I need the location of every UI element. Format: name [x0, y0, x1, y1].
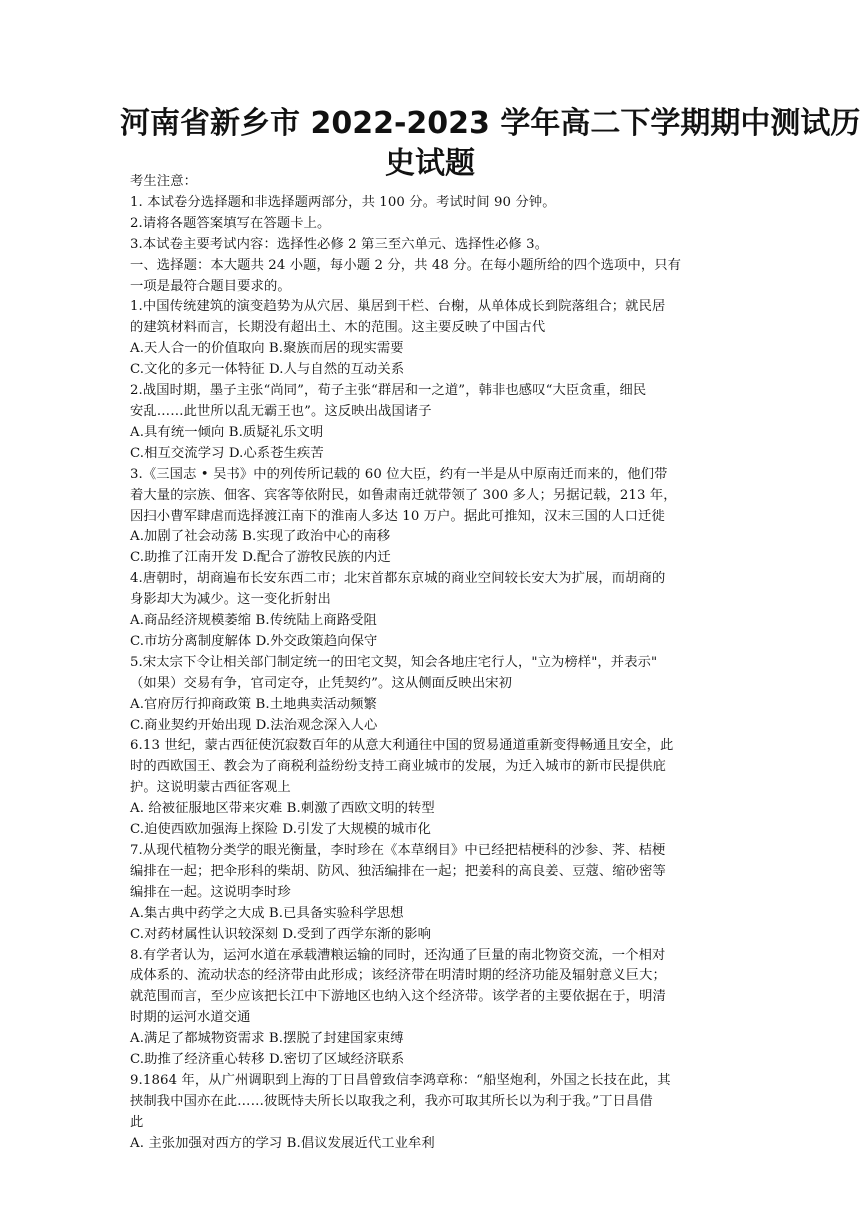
question-9-stem: 此 [130, 1114, 144, 1130]
question-4-options: A.商品经济规模萎缩 B.传统陆上商路受阻 [130, 613, 377, 629]
question-4-stem: 4.唐朝时，胡商遍布长安东西二市；北宋首都东京城的商业空间较长安大为扩展，而胡商的 [130, 571, 666, 587]
question-3-stem: 3.《三国志 • 吴书》中的列传所记载的 60 位大臣，约有一半是从中原南迁而来的，他们带 [130, 466, 668, 482]
question-7-stem: 编排在一起；把伞形科的柴胡、防风、独活编排在一起；把姜科的高良姜、豆蔻、缩砂密等 [130, 863, 666, 879]
question-8-stem: 成体系的、流动状态的经济带由此形成；该经济带在明清时期的经济功能及辐射意义巨大； [130, 968, 666, 984]
question-9-options: A. 主张加强对西方的学习 B.倡议发展近代工业牟利 [130, 1135, 435, 1151]
document-body [130, 172, 730, 1155]
question-2-stem: 2.战国时期，墨子主张“尚同”，荀子主张“群居和一之道”，韩非也感叹“大臣贪重，细民 [130, 383, 647, 399]
question-7-stem: 7.从现代植物分类学的眼光衡量，李时珍在《本草纲目》中已经把桔梗科的沙参、荠、桔梗 [130, 843, 666, 858]
question-4-options: C.市坊分离制度解体 D.外交政策趋向保守 [130, 633, 378, 649]
question-9-stem: 挟制我中国亦在此……彼既恃夫所长以取我之利，我亦可取其所长以为利于我。”丁日昌借 [130, 1093, 653, 1109]
notice-item: 1. 本试卷分选择题和非选择题两部分，共 100 分。考试时间 90 分钟。 [130, 194, 556, 210]
question-8-stem: 时期的运河水道交通 [130, 1010, 251, 1026]
question-2-options: C.相互交流学习 D.心系苍生疾苦 [130, 445, 324, 461]
question-5-options: A.官府厉行抑商政策 B.土地典卖活动频繁 [130, 696, 377, 712]
notice-item: 3.本试卷主要考试内容：选择性必修 2 第三至六单元、选择性必修 3。 [130, 236, 549, 252]
question-3-stem: 着大量的宗族、佃客、宾客等依附民，如鲁肃南迁就带领了 300 多人；另据记载，213 年， [130, 487, 677, 503]
question-1-stem: 1.中国传统建筑的演变趋势为从穴居、巢居到干栏、台榭，从单体成长到院落组合；就民居 [130, 299, 666, 315]
section-instructions: 一项是最符合题目要求的。 [130, 278, 291, 294]
question-6-options: A. 给被征服地区带来灾难 B.刺激了西欧文明的转型 [130, 801, 435, 817]
question-5-stem: （如果）交易有争，官司定夺，止凭契约”。这从侧面反映出宋初 [130, 675, 513, 691]
question-3-options: C.助推了江南开发 D.配合了游牧民族的内迁 [130, 550, 391, 566]
title-line-2: 史试题 [385, 146, 475, 181]
notice-heading: 考生注意： [130, 174, 197, 189]
question-3-options: A.加剧了社会动荡 B.实现了政治中心的南移 [130, 529, 391, 545]
question-4-stem: 身影却大为减少。这一变化折射出 [130, 592, 331, 608]
question-1-stem: 的建筑材料而言，长期没有超出土、木的范围。这主要反映了中国古代 [130, 320, 546, 336]
question-8-options: A.满足了都城物资需求 B.摆脱了封建国家束缚 [130, 1031, 404, 1047]
question-3-stem: 因扫小曹军肆虐而选择渡江南下的淮南人多达 10 万户。据此可推知，汉末三国的人口迁徙 [130, 508, 665, 524]
section-instructions: 一、选择题：本大题共 24 小题，每小题 2 分，共 48 分。在每小题所给的四个选项中，只有 [130, 257, 682, 273]
question-6-options: C.迫使西欧加强海上探险 D.引发了大规模的城市化 [130, 822, 432, 838]
question-6-stem: 护。这说明蒙古西征客观上 [130, 780, 291, 796]
question-2-stem: 安乱……此世所以乱无霸王也”。这反映出战国诸子 [130, 403, 432, 419]
notice-item: 2.请将各题答案填写在答题卡上。 [130, 215, 331, 231]
question-5-stem: 5.宋太宗下令让相关部门制定统一的田宅文契，知会各地庄宅行人，"立为榜样"，并表示" [130, 654, 658, 670]
question-1-options: C.文化的多元一体特征 D.人与自然的互动关系 [130, 362, 405, 378]
title-line-1: 河南省新乡市 2022-2023 学年高二下学期期中测试历 [120, 106, 860, 141]
question-8-stem: 8.有学者认为，运河水道在承载漕粮运输的同时，还沟通了巨量的南北物资交流，一个相对 [130, 947, 666, 963]
question-6-stem: 时的西欧国王、教会为了商税利益纷纷支持工商业城市的发展，为迁入城市的新市民提供庇 [130, 759, 666, 775]
question-6-stem: 6.13 世纪，蒙古西征使沉寂数百年的从意大利通往中国的贸易通道重新变得畅通且安全，此 [130, 738, 674, 754]
question-1-options: A.天人合一的价值取向 B.聚族而居的现实需要 [130, 341, 404, 357]
question-8-stem: 就范围而言，至少应该把长江中下游地区也纳入这个经济带。该学者的主要依据在于，明清 [130, 989, 666, 1005]
question-9-stem: 9.1864 年，从广州调职到上海的丁日昌曾致信李鸿章称：“船坚炮利，外国之长技在此，其 [130, 1072, 671, 1088]
question-8-options: C.助推了经济重心转移 D.密切了区域经济联系 [130, 1052, 405, 1068]
question-7-options: A.集古典中药学之大成 B.已具备实验科学思想 [130, 905, 404, 921]
question-7-options: C.对药材属性认识较深刻 D.受到了西学东渐的影响 [130, 926, 432, 942]
question-7-stem: 编排在一起。这说明李时珍 [130, 884, 291, 900]
question-5-options: C.商业契约开始出现 D.法治观念深入人心 [130, 717, 378, 733]
question-2-options: A.具有统一倾向 B.质疑礼乐文明 [130, 424, 324, 440]
